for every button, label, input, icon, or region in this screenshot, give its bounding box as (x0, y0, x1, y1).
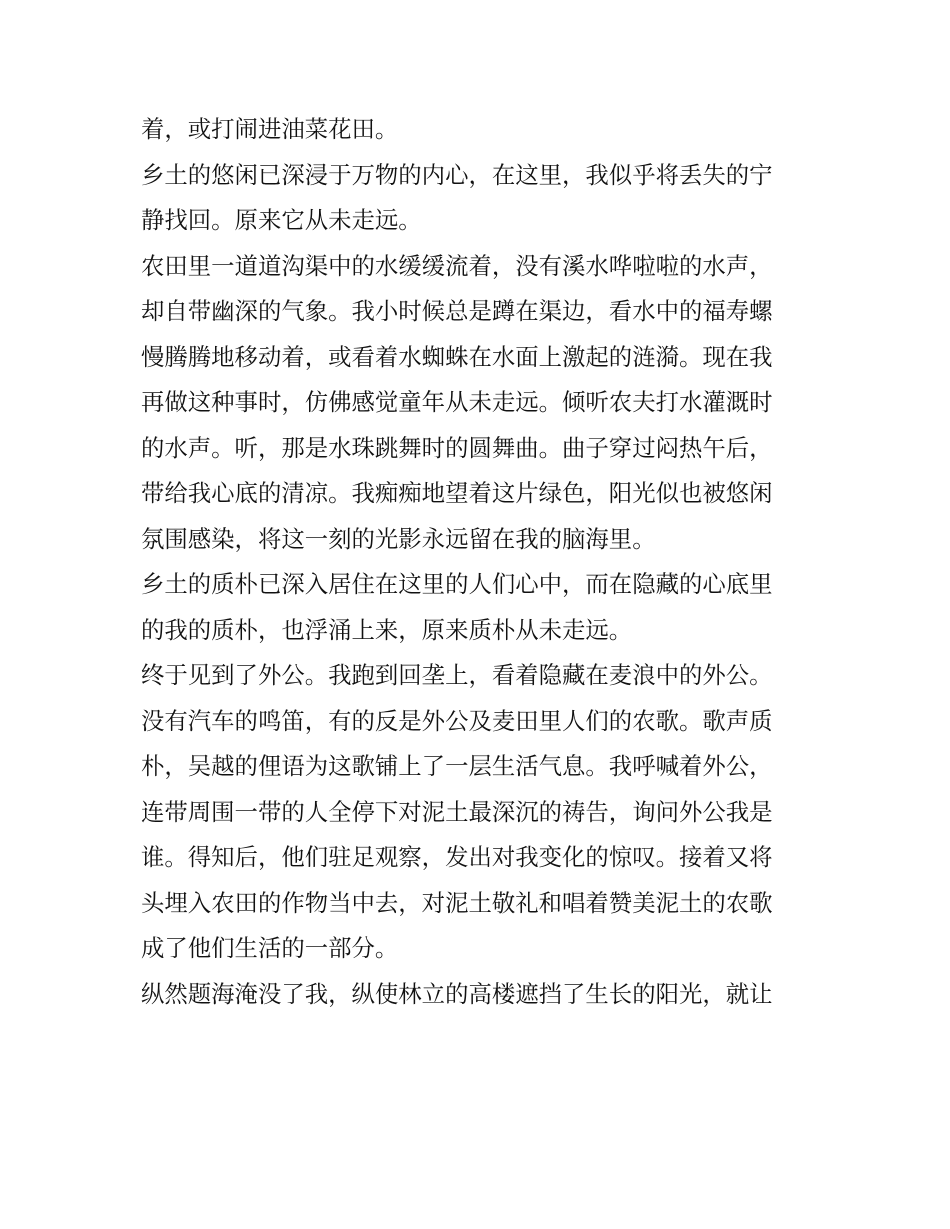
text-line: 的我的质朴，也浮涌上来，原来质朴从未走远。 (141, 615, 633, 644)
text-line: 再做这种事时，仿佛感觉童年从未走远。倾听农夫打水灌溉时 (141, 388, 773, 416)
text-line: 纵然题海淹没了我，纵使林立的高楼遮挡了生长的阳光，就让 (141, 979, 773, 1008)
text-line: 的水声。听，那是水珠跳舞时的圆舞曲。曲子穿过闷热午后， (141, 433, 773, 462)
text-line: 却自带幽深的气象。我小时候总是蹲在渠边，看水中的福寿螺 (141, 297, 773, 325)
text-line: 连带周围一带的人全停下对泥土最深沉的祷告，询问外公我是 (141, 797, 773, 826)
document-body (141, 107, 813, 1017)
text-line: 带给我心底的清凉。我痴痴地望着这片绿色，阳光似也被悠闲 (141, 479, 773, 507)
text-line: 着，或打闹进油菜花田。 (141, 115, 399, 143)
text-line: 静找回。原来它从未走远。 (141, 206, 422, 234)
text-line: 谁。得知后，他们驻足观察，发出对我变化的惊叹。接着又将 (141, 843, 773, 871)
text-line: 农田里一道道沟渠中的水缓缓流着，没有溪水哗啦啦的水声， (141, 251, 773, 280)
text-line: 氛围感染，将这一刻的光影永远留在我的脑海里。 (141, 524, 656, 553)
text-line: 没有汽车的鸣笛，有的反是外公及麦田里人们的农歌。歌声质 (141, 706, 773, 735)
text-line: 头埋入农田的作物当中去，对泥土敬礼和唱着赞美泥土的农歌 (141, 888, 773, 917)
text-line: 终于见到了外公。我跑到回垄上，看着隐藏在麦浪中的外公。 (141, 661, 773, 689)
text-line: 乡土的质朴已深入居住在这里的人们心中，而在隐藏的心底里 (141, 570, 773, 598)
text-line: 乡土的悠闲已深浸于万物的内心，在这里，我似乎将丢失的宁 (141, 160, 773, 189)
text-line: 成了他们生活的一部分。 (141, 934, 399, 962)
text-line: 朴，吴越的俚语为这歌铺上了一层生活气息。我呼喊着外公， (141, 752, 773, 780)
text-line: 慢腾腾地移动着，或看着水蜘蛛在水面上激起的涟漪。现在我 (141, 342, 773, 371)
